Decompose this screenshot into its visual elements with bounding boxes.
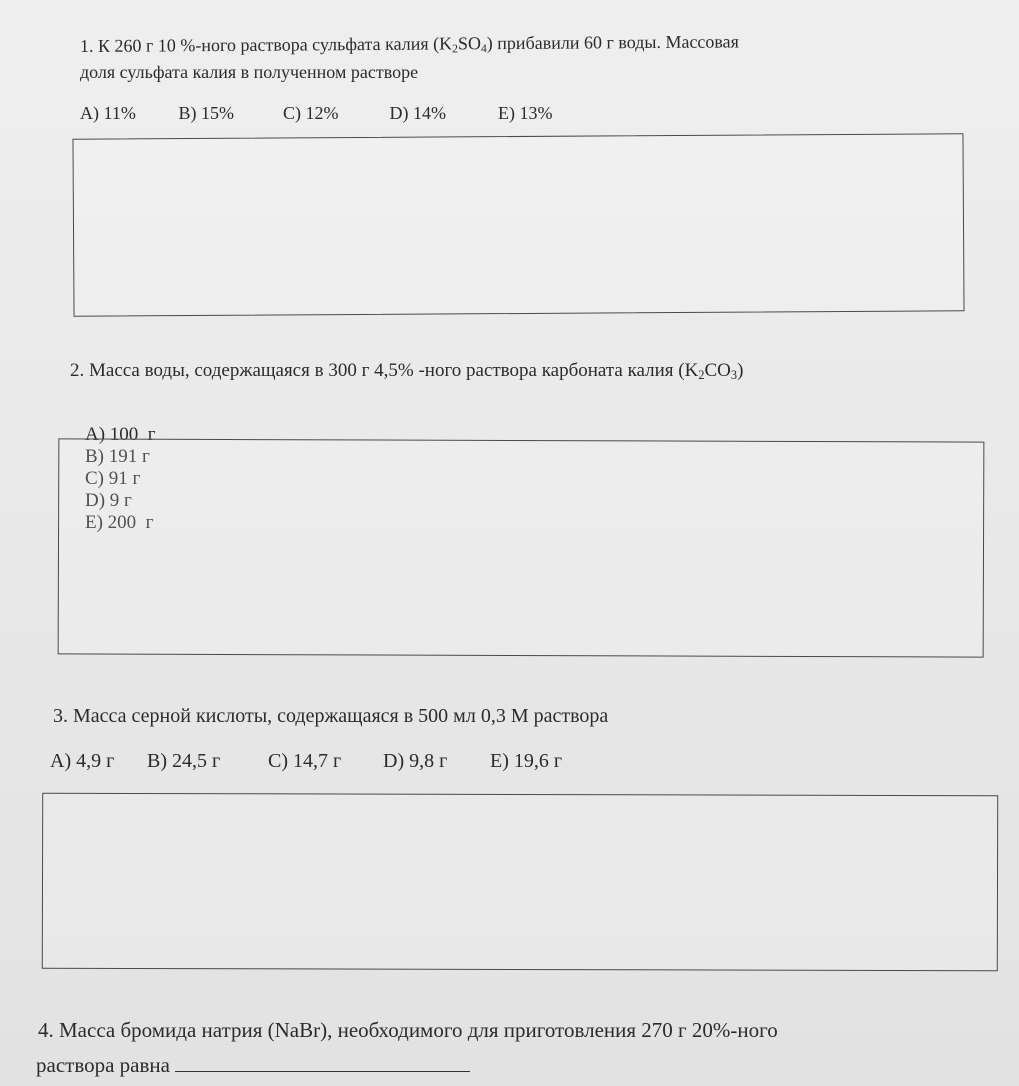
- question-2-sub-1: 2: [698, 368, 705, 383]
- question-2-number: 2.: [70, 360, 85, 381]
- question-3-text: Масса серной кислоты, содержащаяся в 500 мл 0,3 М раствора: [73, 705, 609, 727]
- question-1-option-d[interactable]: D) 14%: [389, 103, 446, 123]
- question-1-option-c[interactable]: C) 12%: [283, 103, 339, 123]
- question-1-options: [80, 103, 552, 124]
- question-1-text-a: К 260 г 10 %-ного раствора сульфата калия (K: [97, 33, 453, 56]
- question-2-text-a: Масса воды, содержащаяся в 300 г 4,5% -ного раствора карбоната калия (K: [89, 360, 699, 381]
- question-1-answer-box[interactable]: [72, 133, 964, 316]
- question-2-option-a[interactable]: A) 100 г: [85, 424, 156, 445]
- question-3-number: 3.: [53, 705, 68, 727]
- question-3-option-a[interactable]: A) 4,9 г: [50, 750, 115, 772]
- question-1-line-1: [80, 31, 739, 57]
- question-2-sub-2: 3: [730, 368, 738, 383]
- question-2-line-1: [70, 360, 743, 382]
- question-3-option-e[interactable]: E) 19,6 г: [490, 750, 563, 772]
- question-4-answer-blank[interactable]: [175, 1050, 470, 1072]
- question-1-sub-1: 2: [452, 42, 458, 56]
- question-4-text-line-1: Масса бромида натрия (NaBr), необходимого для приготовления 270 г 20%-ного: [59, 1018, 778, 1042]
- question-3-options: [50, 750, 562, 773]
- question-2-text-b: CO: [704, 360, 731, 381]
- question-1-sub-2: 4: [480, 42, 487, 56]
- question-1-option-b[interactable]: B) 15%: [178, 103, 234, 123]
- question-2-option-d[interactable]: D) 9 г: [85, 490, 132, 511]
- question-4-number: 4.: [38, 1018, 54, 1042]
- question-3-option-b[interactable]: B) 24,5 г: [147, 750, 221, 772]
- question-2-text-c: ): [737, 360, 744, 381]
- question-4-text-line-2: раствора равна: [36, 1053, 170, 1077]
- question-3-option-d[interactable]: D) 9,8 г: [383, 750, 448, 772]
- question-1-option-a[interactable]: A) 11%: [80, 103, 136, 123]
- question-4-line-2: [36, 1050, 470, 1078]
- question-2-answer-box[interactable]: [58, 438, 985, 657]
- question-3-option-c[interactable]: C) 14,7 г: [268, 750, 342, 772]
- question-3-line-1: [53, 705, 608, 728]
- question-1-line-2: [80, 62, 418, 83]
- question-2-option-b[interactable]: B) 191 г: [85, 446, 150, 467]
- question-1-number: 1.: [79, 35, 94, 56]
- question-1-text-c: ) прибавили 60 г воды. Массовая: [486, 31, 739, 54]
- question-2-option-c[interactable]: C) 91 г: [85, 468, 141, 489]
- question-1-option-e[interactable]: E) 13%: [498, 103, 553, 123]
- question-2-option-e[interactable]: E) 200 г: [85, 512, 154, 533]
- question-3-answer-box[interactable]: [42, 793, 998, 972]
- question-1-text-line-2: доля сульфата калия в полученном растворе: [80, 62, 419, 82]
- question-1-text-b: SO: [457, 33, 481, 54]
- question-4-line-1: [38, 1018, 778, 1043]
